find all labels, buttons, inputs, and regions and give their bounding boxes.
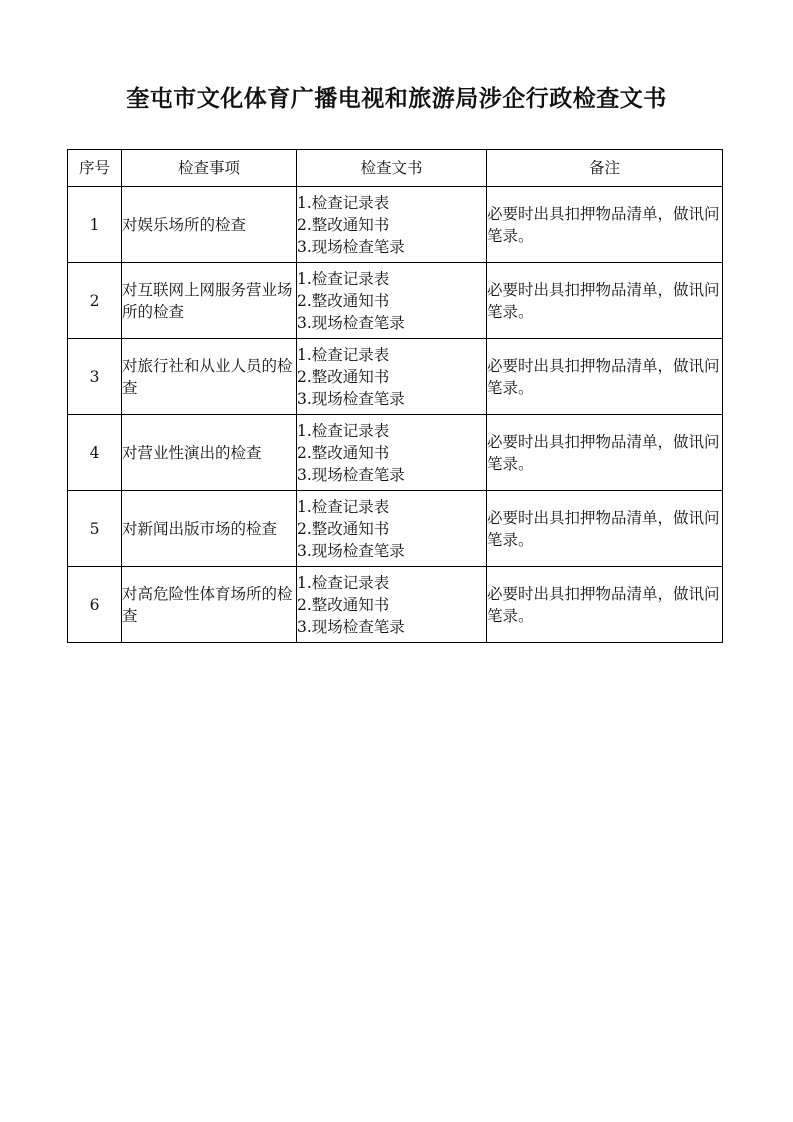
row-number: 1	[68, 187, 122, 263]
row-number: 5	[68, 491, 122, 567]
document-line: 3.现场检查笔录	[297, 541, 405, 560]
table-row	[68, 263, 723, 339]
inspection-documents	[297, 339, 487, 415]
inspection-documents-table	[67, 149, 723, 643]
document-line: 3.现场检查笔录	[297, 465, 405, 484]
remark: 必要时出具扣押物品清单，做讯问笔录。	[487, 415, 723, 491]
table-row	[68, 567, 723, 643]
document-line: 2.整改通知书	[297, 443, 390, 462]
inspection-documents	[297, 567, 487, 643]
header-item: 检查事项	[122, 150, 297, 187]
document-line: 2.整改通知书	[297, 367, 390, 386]
document-line: 2.整改通知书	[297, 519, 390, 538]
header-docs: 检查文书	[297, 150, 487, 187]
document-line: 1.检查记录表	[297, 421, 390, 440]
table-row	[68, 415, 723, 491]
document-line: 3.现场检查笔录	[297, 237, 405, 256]
page-title: 奎屯市文化体育广播电视和旅游局涉企行政检查文书	[126, 85, 667, 112]
row-number: 4	[68, 415, 122, 491]
remark: 必要时出具扣押物品清单，做讯问笔录。	[487, 567, 723, 643]
header-note: 备注	[487, 150, 723, 187]
remark: 必要时出具扣押物品清单，做讯问笔录。	[487, 187, 723, 263]
row-number: 6	[68, 567, 122, 643]
row-number: 2	[68, 263, 122, 339]
table-row	[68, 187, 723, 263]
document-line: 1.检查记录表	[297, 573, 390, 592]
inspection-documents	[297, 187, 487, 263]
document-line: 1.检查记录表	[297, 269, 390, 288]
remark: 必要时出具扣押物品清单，做讯问笔录。	[487, 491, 723, 567]
inspection-documents	[297, 263, 487, 339]
table-row	[68, 491, 723, 567]
document-line: 1.检查记录表	[297, 497, 390, 516]
document-line: 3.现场检查笔录	[297, 389, 405, 408]
remark: 必要时出具扣押物品清单，做讯问笔录。	[487, 339, 723, 415]
inspection-item: 对高危险性体育场所的检查	[122, 567, 297, 643]
inspection-item: 对新闻出版市场的检查	[122, 491, 297, 567]
document-line: 3.现场检查笔录	[297, 617, 405, 636]
document-line: 1.检查记录表	[297, 193, 390, 212]
inspection-item: 对旅行社和从业人员的检查	[122, 339, 297, 415]
inspection-documents	[297, 415, 487, 491]
document-line: 2.整改通知书	[297, 291, 390, 310]
document-line: 1.检查记录表	[297, 345, 390, 364]
inspection-documents	[297, 491, 487, 567]
inspection-item: 对娱乐场所的检查	[122, 187, 297, 263]
inspection-item: 对互联网上网服务营业场所的检查	[122, 263, 297, 339]
document-line: 3.现场检查笔录	[297, 313, 405, 332]
table-row	[68, 339, 723, 415]
row-number: 3	[68, 339, 122, 415]
document-line: 2.整改通知书	[297, 595, 390, 614]
header-no: 序号	[68, 150, 122, 187]
table-header-row	[68, 150, 723, 187]
document-line: 2.整改通知书	[297, 215, 390, 234]
remark: 必要时出具扣押物品清单，做讯问笔录。	[487, 263, 723, 339]
inspection-item: 对营业性演出的检查	[122, 415, 297, 491]
